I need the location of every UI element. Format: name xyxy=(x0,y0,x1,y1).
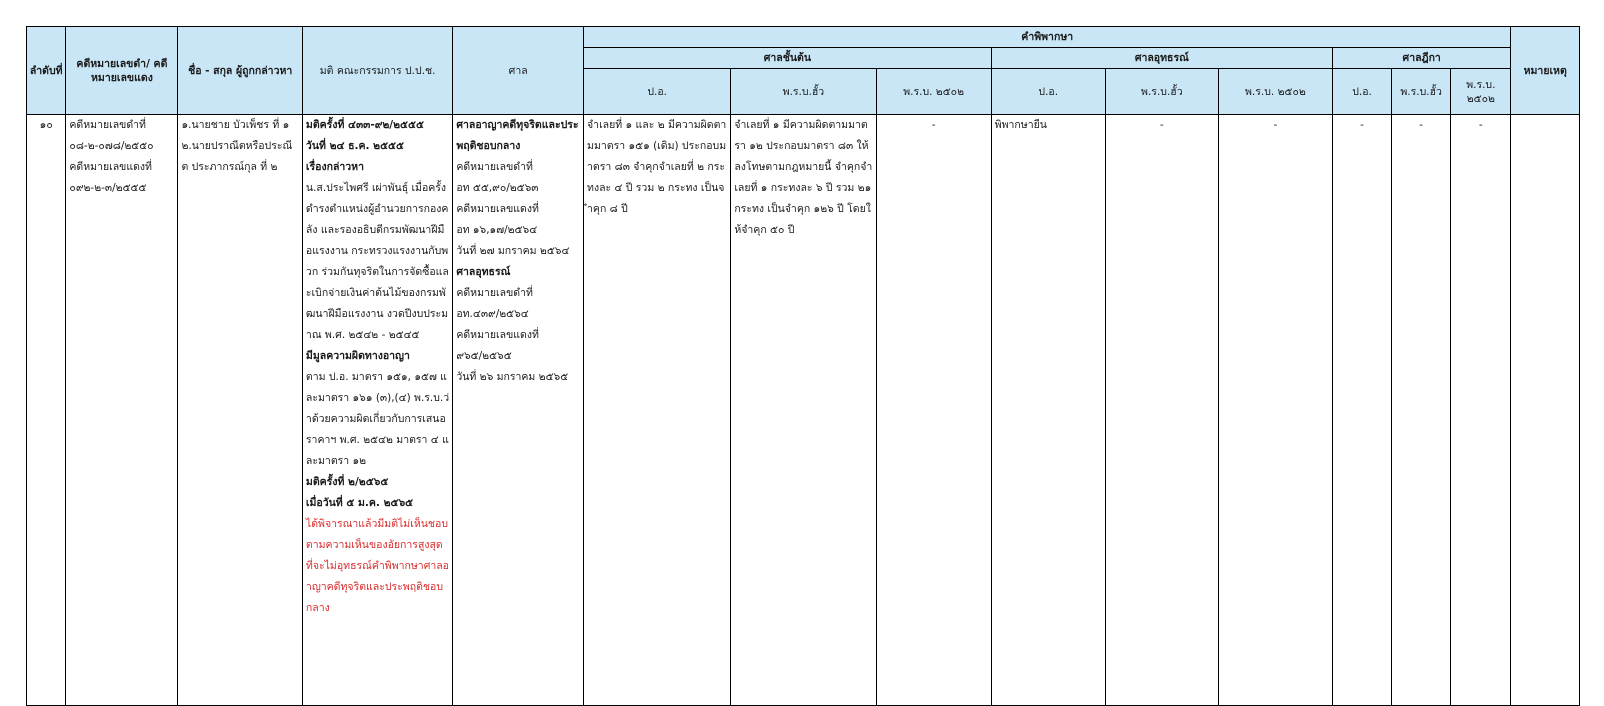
court-2-heading: ศาลอุทธรณ์ xyxy=(456,266,511,278)
header-supreme-court: ศาลฎีกา xyxy=(1332,48,1510,69)
finding-heading: มีมูลความผิดทางอาญา xyxy=(305,350,410,362)
cell-first-bid: จำเลยที่ ๑ มีความผิดตามมาตรา ๑๒ ประกอบมาตรา ๘๓ ให้ลงโทษตามกฎหมายนี้ จำคุกจำเลยที่ ๑ กระทงละ ๖ ปี รวม ๒๑ กระทง เป็นจำคุก ๑๒๖ ปี โดยให้จำคุก ๕๐ ปี xyxy=(731,115,876,706)
header-first-2502: พ.ร.บ. ๒๕๐๒ xyxy=(876,69,991,115)
header-resolution: มติ คณะกรรมการ ป.ป.ช. xyxy=(302,27,452,115)
court-2-date: วันที่ ๒๖ มกราคม ๒๕๖๕ xyxy=(456,371,569,383)
header-appeal-bid: พ.ร.บ.ฮั้ว xyxy=(1105,69,1218,115)
cell-remarks xyxy=(1511,115,1580,706)
case-black-number: ๐๘-๒-๐๗๘/๒๕๕๐ xyxy=(69,140,154,152)
header-appeal-2502: พ.ร.บ. ๒๕๐๒ xyxy=(1218,69,1332,115)
cell-seq: ๑๐ xyxy=(27,115,66,706)
resolution-1-date: วันที่ ๒๔ ธ.ค. ๒๕๕๕ xyxy=(305,140,404,152)
subject-text: น.ส.ประไพศรี เผ่าพันธุ์ เมื่อครั้งดำรงตำแหน่งผู้อำนวยการกองคลัง และรองอธิบดีกรมพัฒนาฝีมือแรงงาน กระทรวงแรงงานกับพวก ร่วมกันทุจริตในการจัดซื้อและเบิกจ่ายเงินค่าต้นไม้ของกรมพัฒนาฝีมือแรงงาน งวดปีงบประมาณ พ.ศ. ๒๕๔๒ - ๒๕๔๕ xyxy=(305,182,449,341)
court-2-black-label: คดีหมายเลขดำที่ xyxy=(456,287,533,299)
court-2-red-label: คดีหมายเลขแดงที่ xyxy=(456,329,539,341)
court-1-red-number: อท ๑๖,๑๗/๒๕๖๔ xyxy=(456,224,538,236)
case-red-label: คดีหมายเลขแดงที่ xyxy=(69,161,152,173)
table-row xyxy=(27,115,1580,706)
header-appeal-court: ศาลอุทธรณ์ xyxy=(991,48,1332,69)
judgment-table-document xyxy=(26,26,1580,706)
resolution-2-title: มติครั้งที่ ๒/๒๕๖๕ xyxy=(305,476,389,488)
cell-supreme-bid: - xyxy=(1392,115,1451,706)
resolution-2-date: เมื่อวันที่ ๕ ม.ค. ๒๕๖๕ xyxy=(305,497,414,509)
header-appeal-criminal: ป.อ. xyxy=(991,69,1105,115)
court-1-black-number: อท ๕๕,๙๐/๒๕๖๓ xyxy=(456,182,539,194)
case-red-number: ๐๙๒-๒-๓/๒๕๕๕ xyxy=(69,182,147,194)
resolution-red-note: ได้พิจารณาแล้วมีมติไม่เห็นชอบตามความเห็นของอัยการสูงสุดที่จะไม่อุทธรณ์คำพิพากษาศาลอาญาคดีทุจริตและประพฤติชอบกลาง xyxy=(305,518,449,614)
cell-first-criminal: จำเลยที่ ๑ และ ๒ มีความผิดตามมาตรา ๑๕๑ (เดิม) ประกอบมาตรา ๘๓ จำคุกจำเลยที่ ๒ กระทงละ ๔ ปี รวม ๒ กระทง เป็นจำคุก ๘ ปี xyxy=(584,115,731,706)
cell-appeal-2502: - xyxy=(1218,115,1332,706)
cell-appeal-bid: - xyxy=(1105,115,1218,706)
cell-resolution xyxy=(302,115,452,706)
cell-supreme-2502: - xyxy=(1451,115,1511,706)
header-row-1 xyxy=(27,27,1580,48)
cell-first-2502: - xyxy=(876,115,991,706)
header-first-court: ศาลชั้นต้น xyxy=(584,48,992,69)
header-supreme-bid: พ.ร.บ.ฮั้ว xyxy=(1392,69,1451,115)
resolution-1-title: มติครั้งที่ ๔๓๓-๙๒/๒๕๕๕ xyxy=(305,119,424,131)
law-text: ตาม ป.อ. มาตรา ๑๕๑, ๑๕๗ และมาตรา ๑๖๑ (๓),(๔) พ.ร.บ.ว่าด้วยความผิดเกี่ยวกับการเสนอราคาฯ พ.ศ. ๒๕๔๒ มาตรา ๔ และมาตรา ๑๒ xyxy=(305,371,450,467)
header-supreme-2502: พ.ร.บ. ๒๕๐๒ xyxy=(1451,69,1511,115)
header-seq: ลำดับที่ xyxy=(27,27,66,115)
court-1-black-label: คดีหมายเลขดำที่ xyxy=(456,161,533,173)
header-judgment: คำพิพากษา xyxy=(584,27,1511,48)
header-supreme-criminal: ป.อ. xyxy=(1332,69,1391,115)
header-court: ศาล xyxy=(453,27,584,115)
cell-case-no xyxy=(66,115,178,706)
court-2-red-number: ๙๖๕/๒๕๖๕ xyxy=(456,350,512,362)
header-remarks: หมายเหตุ xyxy=(1511,27,1580,115)
header-first-criminal: ป.อ. xyxy=(584,69,731,115)
court-1-heading: ศาลอาญาคดีทุจริตและประพฤติชอบกลาง xyxy=(456,119,579,152)
case-black-label: คดีหมายเลขดำที่ xyxy=(69,119,146,131)
court-2-black-number: อท.๔๓๙/๒๕๖๔ xyxy=(456,308,529,320)
court-1-date: วันที่ ๒๗ มกราคม ๒๕๖๔ xyxy=(456,245,570,257)
judgment-table xyxy=(26,26,1580,706)
cell-supreme-criminal: - xyxy=(1332,115,1391,706)
cell-accused: ๑.นายชาย บัวเพ็ชร ที่ ๑ ๒.นายปราณีตหรือประณีต ประภากรณ์กุล ที่ ๒ xyxy=(178,115,302,706)
header-first-bid: พ.ร.บ.ฮั้ว xyxy=(731,69,876,115)
header-case-no: คดีหมายเลขดำ/ คดีหมายเลขแดง xyxy=(66,27,178,115)
cell-court xyxy=(453,115,584,706)
court-1-red-label: คดีหมายเลขแดงที่ xyxy=(456,203,539,215)
subject-heading: เรื่องกล่าวหา xyxy=(305,161,364,173)
header-accused: ชื่อ - สกุล ผู้ถูกกล่าวหา xyxy=(178,27,302,115)
cell-appeal-criminal: พิพากษายืน xyxy=(991,115,1105,706)
